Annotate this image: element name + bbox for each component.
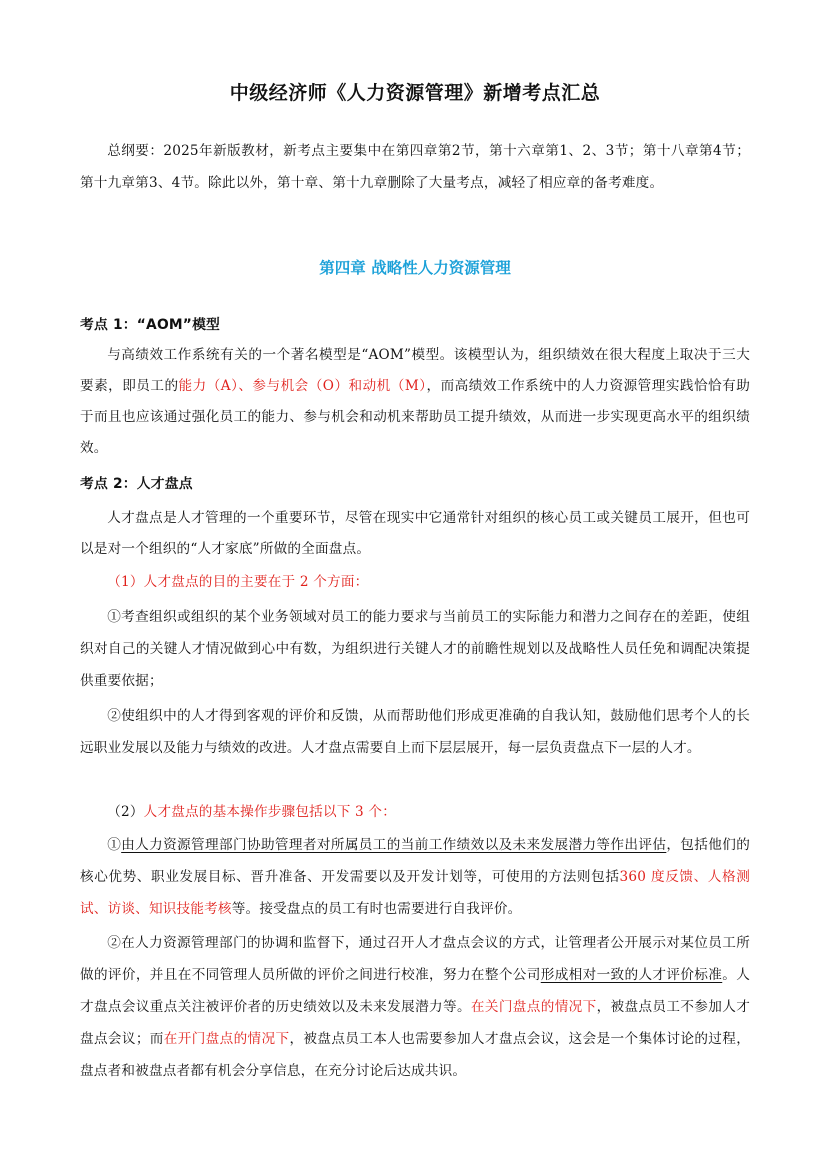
kp1-heading: 考点 1：“AOM”模型 [80, 317, 221, 333]
kp1-body-highlight: 能力（A）、参与机会（O）和动机（M） [178, 378, 427, 394]
kp2-step2-text-c: ，被盘点员工不参加人才盘点会议；而 [80, 999, 750, 1047]
kp2-step2-text-a: ②在人力资源管理部门的协调和监督下，通过召开人才盘点会议的方式，让管理者公开展示对某位员工所做的评价，并且在不同管理人员所做的评价之间进行校准，努力在整个公司 [80, 935, 750, 983]
kp2-heading: 考点 2：人才盘点 [80, 476, 193, 492]
kp2-purpose-1: ①考查组织或组织的某个业务领域对员工的能力要求与当前员工的实际能力和潜力之间存在的差距，使组织对自己的关键人才情况做到心中有数，为组织进行关键人才的前瞻性规划以及战略性人员任免和调配决策提供重要依据； [80, 609, 750, 689]
kp2-step1-underlined: 由人力资源管理部门协助管理者对所属员工的当前工作绩效以及未来发展潜力等作出评估 [121, 837, 667, 853]
kp2-step-1 [80, 829, 750, 925]
kp2-step-2 [80, 927, 750, 1087]
kp2-step2-open-review: 在开门盘点的情况下 [163, 1031, 290, 1047]
document-title: 中级经济师《人力资源管理》新增考点汇总 [229, 82, 601, 104]
kp2-step2-underlined: 形成相对一致的人才评价标准 [540, 967, 723, 983]
kp2-step2-closed-review: 在关门盘点的情况下 [470, 999, 597, 1015]
chapter-title: 第四章 战略性人力资源管理 [319, 259, 511, 277]
kp2-step1-text-c: 等。接受盘点的员工有时也需要进行自我评价。 [231, 901, 522, 917]
kp1-body [80, 340, 750, 464]
kp2-step2-text-d: ，被盘点员工本人也需要参加人才盘点会议，这会是一个集体讨论的过程，盘点者和被盘点者都有机会分享信息，在充分讨论后达成共识。 [80, 1031, 750, 1079]
kp2-step1-methods: 360 度反馈、人格测试、访谈、知识技能考核 [80, 869, 750, 917]
kp2-steps-heading [80, 797, 750, 828]
kp2-steps-heading-text: 人才盘点的基本操作步骤包括以下 3 个： [143, 804, 397, 820]
kp2-step1-text-a: ① [107, 837, 122, 853]
kp2-intro: 人才盘点是人才管理的一个重要环节，尽管在现实中它通常针对组织的核心员工或关键员工展开，但也可以是对一个组织的“人才家底”所做的全面盘点。 [80, 510, 750, 557]
kp2-step2-text-b: 。人才盘点会议重点关注被评价者的历史绩效以及未来发展潜力等。 [80, 967, 750, 1015]
kp2-purpose-2: ②使组织中的人才得到客观的评价和反馈，从而帮助他们形成更准确的自我认知，鼓励他们思考个人的长远职业发展以及能力与绩效的改进。人才盘点需要自上而下层层展开，每一层负责盘点下一层的人才。 [80, 708, 750, 756]
kp2-steps-prefix: （2） [107, 804, 144, 820]
kp1-body-text-b: ，而高绩效工作系统中的人力资源管理实践恰恰有助于而且也应该通过强化员工的能力、参与机会和动机来帮助员工提升绩效，从而进一步实现更高水平的组织绩效。 [80, 378, 750, 456]
kp2-step1-text-b: ，包括他们的核心优势、职业发展目标、晋升准备、开发需要以及开发计划等，可使用的方法则包括 [80, 837, 751, 885]
summary-paragraph: 总纲要：2025年新版教材，新考点主要集中在第四章第2节，第十六章第1、2、3节；第十八章第4节；第十九章第3、4节。除此以外，第十章、第十九章删除了大量考点，减轻了相应章的备考难度。 [80, 143, 750, 191]
kp1-body-text-a: 与高绩效工作系统有关的一个著名模型是“AOM”模型。该模型认为，组织绩效在很大程度上取决于三大要素，即员工的 [80, 347, 750, 394]
kp2-purpose-heading: （1）人才盘点的目的主要在于 2 个方面： [107, 574, 369, 590]
